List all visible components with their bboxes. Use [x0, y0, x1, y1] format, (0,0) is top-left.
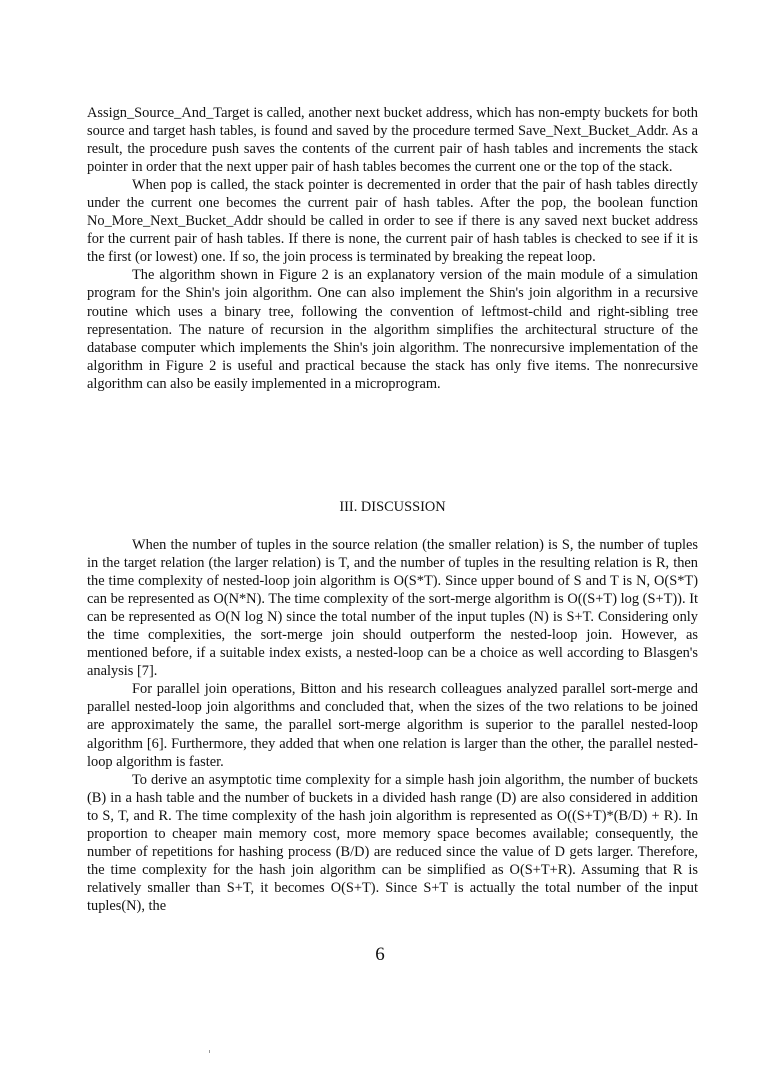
paragraph: The algorithm shown in Figure 2 is an explanatory version of the main module of a simulation program for the Shin's join algorithm. One can also implement the Shin's join algorithm in a recursive routine which uses a binary tree, following the convention of leftmost-child and right-sibling tree representation. The nature of recursion in the algorithm simplifies the architectural structure of the database computer which implements the Shin's join algorithm. The nonrecursive implementation of the algorithm in Figure 2 is useful and practical because the stack has only five items. The nonrecursive algorithm can also be easily implemented in a microprogram.	[87, 267, 698, 392]
paragraph: For parallel join operations, Bitton and his research colleagues analyzed parallel sort-merge and parallel nested-loop join algorithms and concluded that, when the sizes of the two relations to be joined are approximately the same, the parallel sort-merge algorithm is superior to the parallel nested-loop algorithm [6]. Furthermore, they added that when one relation is larger than the other, the parallel nested-loop algorithm is faster.	[87, 681, 698, 770]
page-number: 6	[375, 944, 385, 965]
discussion-body	[87, 536, 698, 915]
scan-speck	[209, 1050, 210, 1053]
paragraph: When pop is called, the stack pointer is decremented in order that the pair of hash tables directly under the current one becomes the current pair of hash tables. After the pop, the boolean function No_More_Next_Bucket_Addr should be called in order to see if there is any saved next bucket address for the current pair of hash tables. If there is none, the current pair of hash tables is checked to see if it is the first (or lowest) one. If so, the join process is terminated by breaking the repeat loop.	[87, 177, 698, 266]
paragraph: When the number of tuples in the source relation (the smaller relation) is S, the number of tuples in the target relation (the larger relation) is T, and the number of tuples in the resulting relation is R, then the time complexity of nested-loop join algorithm is O(S*T). Since upper bound of S and T is N, O(S*T) can be represented as O(N*N). The time complexity of the sort-merge algorithm is O((S+T) log (S+T)). It can be represented as O(N log N) since the total number of the input tuples (N) is S+T. Considering only the time complexities, the sort-merge join should outperform the nested-loop join. However, as mentioned before, if a suitable index exists, a nested-loop can be a choice as well according to Blasgen's analysis [7].	[87, 537, 698, 680]
paragraph: To derive an asymptotic time complexity for a simple hash join algorithm, the number of buckets (B) in a hash table and the number of buckets in a divided hash range (D) are also considered in addition to S, T, and R. The time complexity of the hash join algorithm is represented as O((S+T)*(B/D) + R). In proportion to cheaper main memory cost, more memory space becomes available; consequently, the number of repetitions for hashing process (B/D) are reduced since the value of D gets larger. Therefore, the time complexity for the hash join algorithm can be simplified as O(S+T+R). Assuming that R is relatively smaller than S+T, it becomes O(S+T). Since S+T is actually the total number of the input tuples(N), the	[87, 771, 698, 914]
paragraph: Assign_Source_And_Target is called, another next bucket address, which has non-empty buckets for both source and target hash tables, is found and saved by the procedure termed Save_Next_Bucket_Addr. As a result, the procedure push saves the contents of the current pair of hash tables and increments the stack pointer in order that the next upper pair of hash tables becomes the current one or the top of the stack.	[87, 105, 698, 176]
body-text-top	[87, 104, 698, 393]
section-heading: III. DISCUSSION	[339, 499, 446, 515]
